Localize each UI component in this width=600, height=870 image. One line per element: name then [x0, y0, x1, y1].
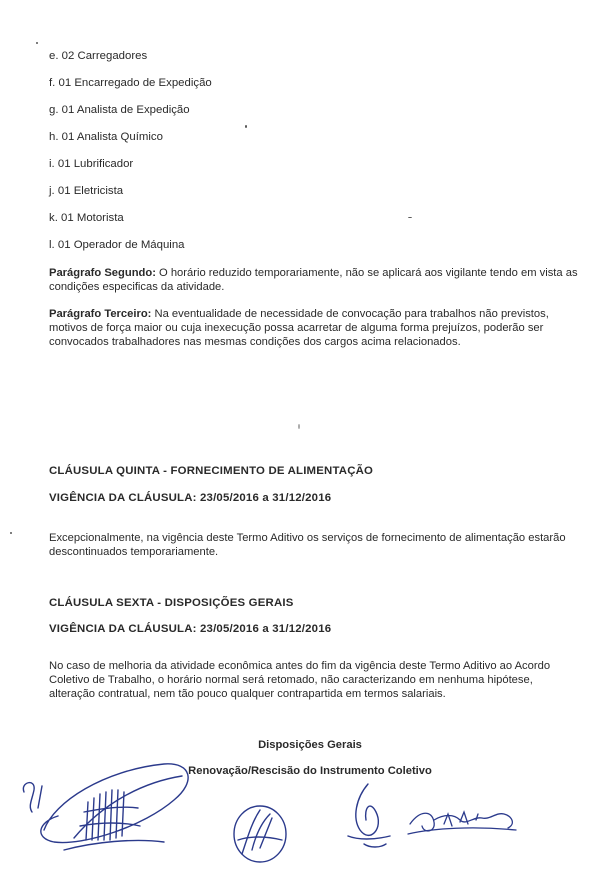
signature-4-image [404, 800, 524, 844]
scan-speck [245, 125, 247, 128]
signature-3-image [340, 778, 398, 856]
scan-speck [298, 424, 300, 429]
disposicoes-gerais-title: Disposições Gerais [258, 739, 362, 751]
signature-1-strokes [23, 764, 188, 850]
scan-speck [408, 217, 412, 218]
paragrafo-terceiro [49, 307, 579, 349]
scan-speck [10, 532, 12, 534]
clausula-quinta-title: CLÁUSULA QUINTA - FORNECIMENTO DE ALIMENTAÇÃO [49, 465, 374, 477]
paragrafo-terceiro-label: Parágrafo Terceiro: [49, 308, 152, 320]
clausula-sexta-text: No caso de melhoria da atividade econômica antes do fim da vigência deste Termo Aditivo ao Acordo Coletivo de Trabalho, o horário normal será retomado, não caracterizando em nenhuma hipótese, alteração contratual, nem tão pouco qualquer contrapartida em termos salariais. [49, 660, 551, 700]
paragrafo-terceiro-text: Na eventualidade de necessidade de convocação para trabalhos não previstos, motivos de força maior ou cuja inexecução possa acarretar de alguma forma prejuízos, poderão ser convocados trabalhadores nas mesmas condições dos cargos acima relacionados. [49, 308, 549, 348]
paragrafo-segundo-label: Parágrafo Segundo: [49, 267, 156, 279]
signature-4-strokes [408, 812, 516, 834]
paragrafo-segundo-text: O horário reduzido temporariamente, não se aplicará aos vigilante tendo em vista as condições especificas da atividade. [49, 267, 578, 293]
list-item-carregadores: e. 02 Carregadores [49, 50, 148, 62]
list-item-analista-quimico: h. 01 Analista Químico [49, 131, 163, 143]
list-item-encarregado-expedicao: f. 01 Encarregado de Expedição [49, 77, 212, 89]
signature-1-image [14, 742, 204, 870]
list-item-analista-expedicao: g. 01 Analista de Expedição [49, 104, 190, 116]
clausula-quinta-text: Excepcionalmente, na vigência deste Termo Aditivo os serviços de fornecimento de alimentação estarão descontinuados temporariamente. [49, 532, 566, 558]
list-item-motorista: k. 01 Motorista [49, 212, 124, 224]
signature-2-strokes [234, 806, 286, 862]
clausula-sexta-title: CLÁUSULA SEXTA - DISPOSIÇÕES GERAIS [49, 597, 294, 609]
list-item-operador-maquina: l. 01 Operador de Máquina [49, 239, 185, 251]
list-item-lubrificador: i. 01 Lubrificador [49, 158, 134, 170]
disposicoes-gerais-subtitle: Renovação/Rescisão do Instrumento Coletivo [188, 765, 432, 777]
clausula-quinta-vigencia: VIGÊNCIA DA CLÁUSULA: 23/05/2016 a 31/12/2016 [49, 492, 332, 504]
list-item-eletricista: j. 01 Eletricista [49, 185, 124, 197]
signature-2-image [226, 800, 296, 866]
clausula-sexta-vigencia: VIGÊNCIA DA CLÁUSULA: 23/05/2016 a 31/12/2016 [49, 623, 332, 635]
scan-speck [36, 42, 38, 44]
signature-3-strokes [348, 784, 390, 847]
paragrafo-segundo [49, 266, 579, 294]
